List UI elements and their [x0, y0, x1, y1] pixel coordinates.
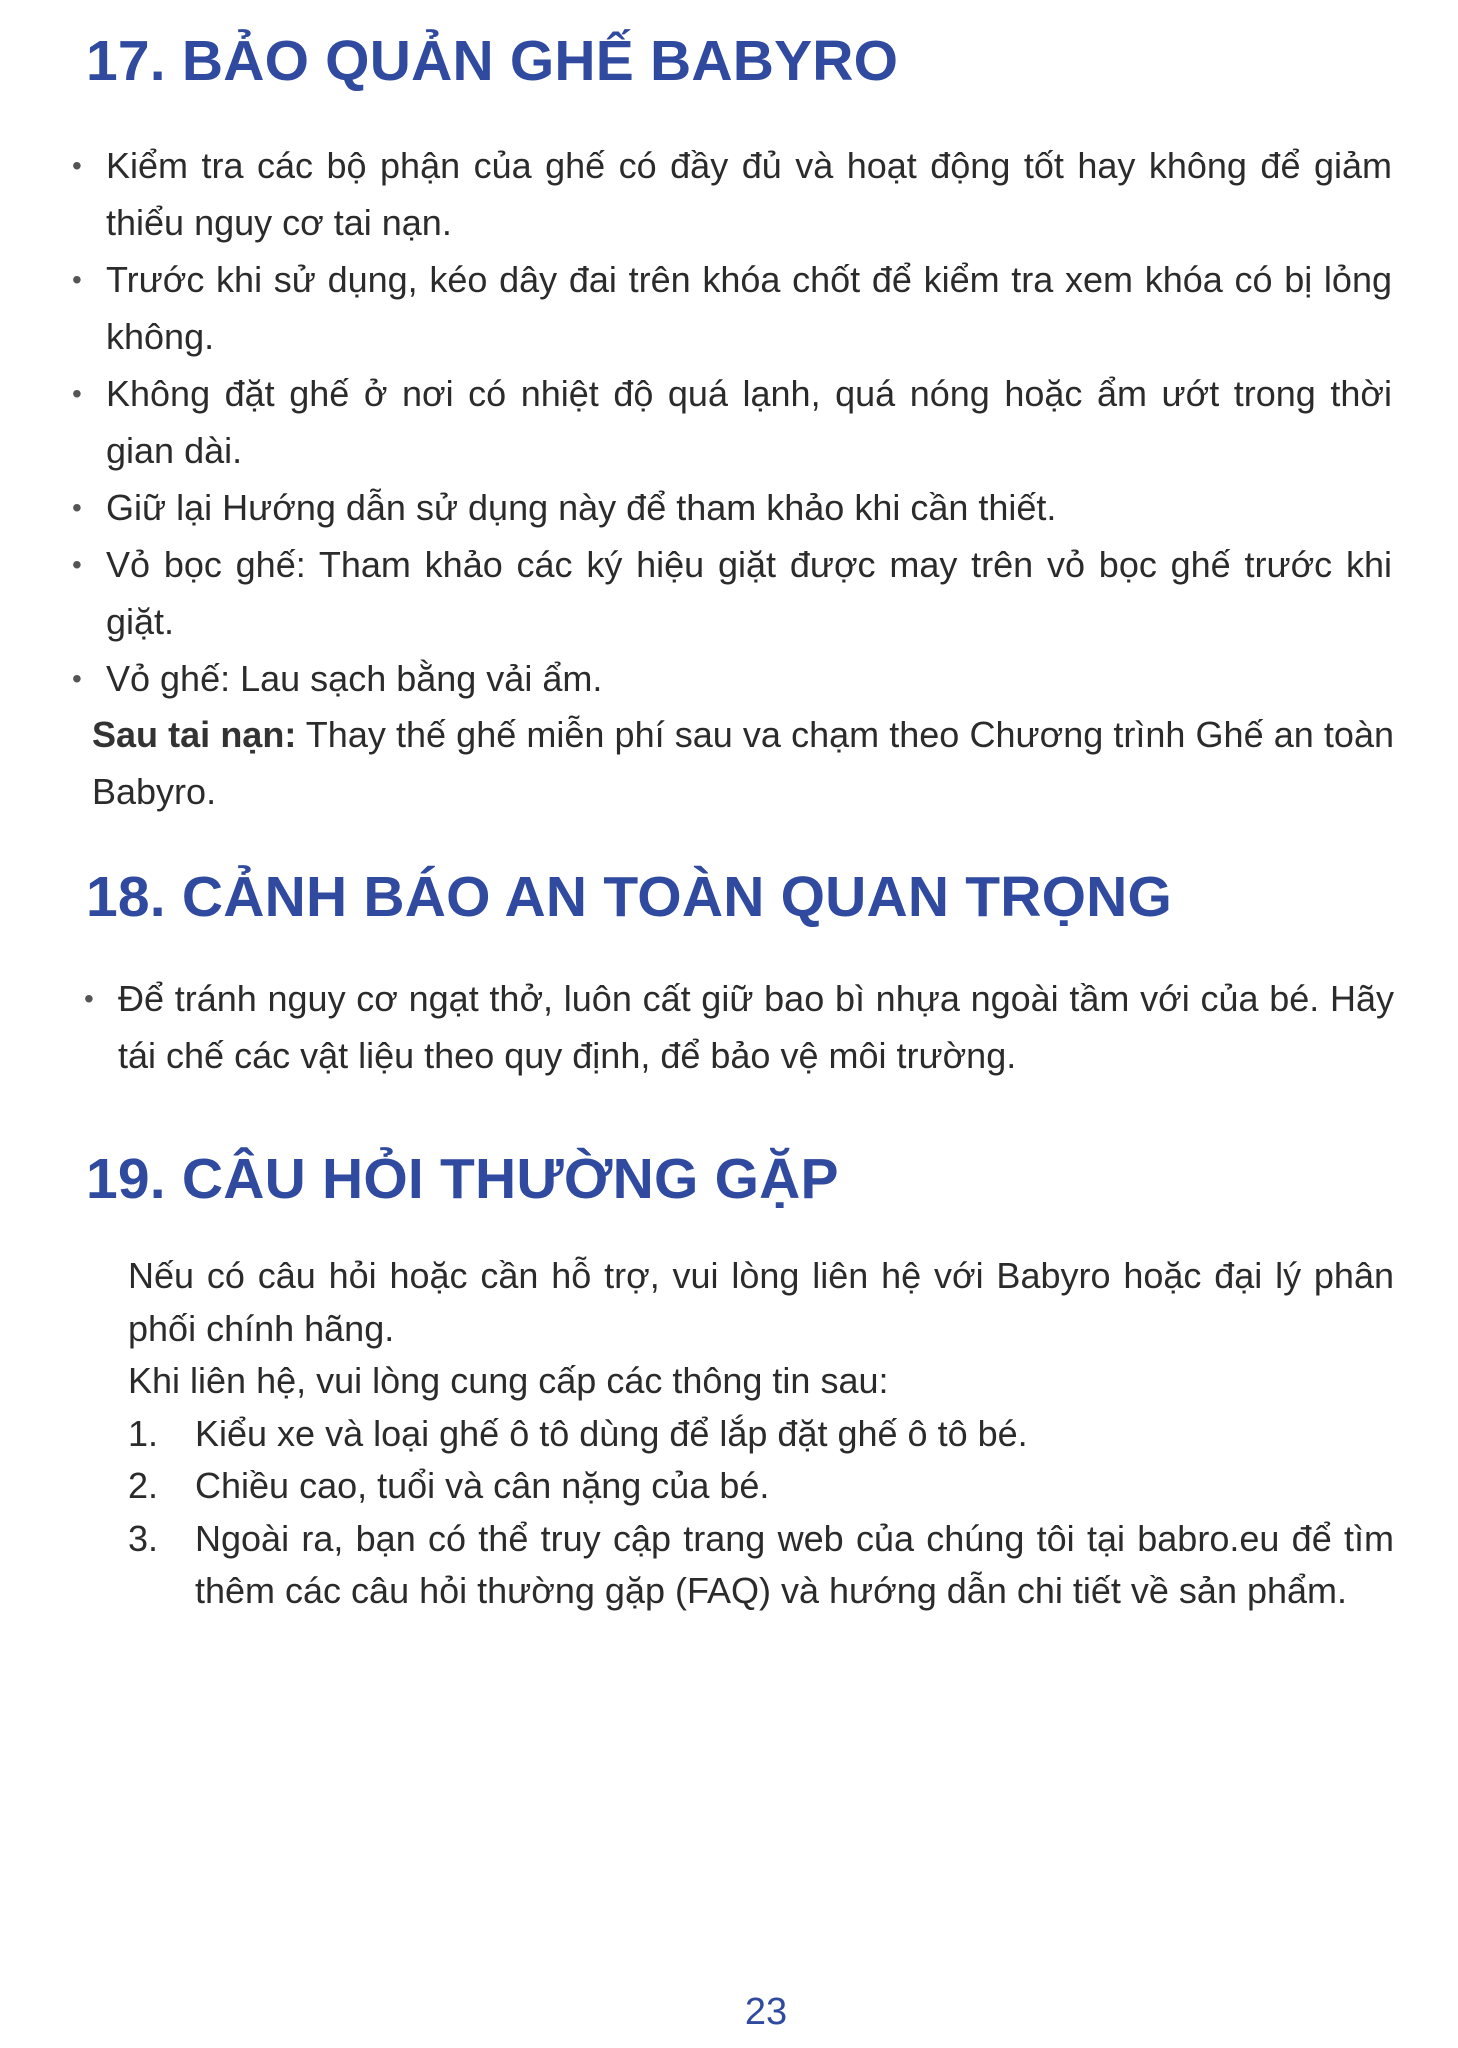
list-item: [128, 1513, 1394, 1618]
section-17-bullet-list: [72, 137, 1392, 707]
bullet-item: • Không đặt ghế ở nơi có nhiệt độ quá lạnh, quá nóng hoặc ẩm ướt trong thời gian dài.: [72, 365, 1392, 479]
section-18-bullet-list: [84, 970, 1394, 1084]
section-18-heading: 18. CẢNH BÁO AN TOÀN QUAN TRỌNG: [86, 865, 1173, 929]
bullet-item: • Vỏ ghế: Lau sạch bằng vải ẩm.: [72, 650, 1392, 707]
page-number: 23: [744, 1991, 788, 2033]
bullet-item: • Kiểm tra các bộ phận của ghế có đầy đủ và hoạt động tốt hay không để giảm thiểu nguy cơ tai nạn.: [72, 137, 1392, 251]
item-text: Chiều cao, tuổi và cân nặng của bé.: [195, 1465, 770, 1506]
after-accident-note: [92, 706, 1394, 820]
faq-numbered-list: [128, 1408, 1394, 1618]
item-number: 2.: [128, 1465, 159, 1506]
faq-block: [128, 1250, 1394, 1618]
list-item: [128, 1408, 1394, 1461]
bullet-item: • Giữ lại Hướng dẫn sử dụng này để tham khảo khi cần thiết.: [72, 479, 1392, 536]
faq-lead: Khi liên hệ, vui lòng cung cấp các thông tin sau:: [128, 1360, 889, 1401]
bullet-item: • Để tránh nguy cơ ngạt thở, luôn cất giữ bao bì nhựa ngoài tầm với của bé. Hãy tái chế các vật liệu theo quy định, để bảo vệ môi trường.: [84, 970, 1394, 1084]
item-text: Ngoài ra, bạn có thể truy cập trang web của chúng tôi tại babro.eu để tìm thêm các câu hỏi thường gặp (FAQ) và hướng dẫn chi tiết về sản phẩm.: [195, 1517, 1394, 1611]
note-label: Sau tai nạn:: [92, 714, 297, 755]
note-text: Thay thế ghế miễn phí sau va chạm theo Chương trình Ghế an toàn Babyro.: [92, 714, 1394, 812]
item-text: Kiểu xe và loại ghế ô tô dùng để lắp đặt ghế ô tô bé.: [195, 1412, 1028, 1454]
item-number: 3.: [128, 1517, 159, 1559]
bullet-item: • Trước khi sử dụng, kéo dây đai trên khóa chốt để kiểm tra xem khóa có bị lỏng không.: [72, 251, 1392, 365]
item-number: 1.: [128, 1412, 159, 1454]
list-item: [128, 1460, 1394, 1513]
faq-intro: Nếu có câu hỏi hoặc cần hỗ trợ, vui lòng liên hệ với Babyro hoặc đại lý phân phối chính hãng.: [128, 1255, 1394, 1349]
section-17-heading: 17. BẢO QUẢN GHẾ BABYRO: [86, 29, 899, 93]
bullet-item: • Vỏ bọc ghế: Tham khảo các ký hiệu giặt được may trên vỏ bọc ghế trước khi giặt.: [72, 536, 1392, 650]
section-19-heading: 19. CÂU HỎI THƯỜNG GẶP: [86, 1147, 839, 1211]
